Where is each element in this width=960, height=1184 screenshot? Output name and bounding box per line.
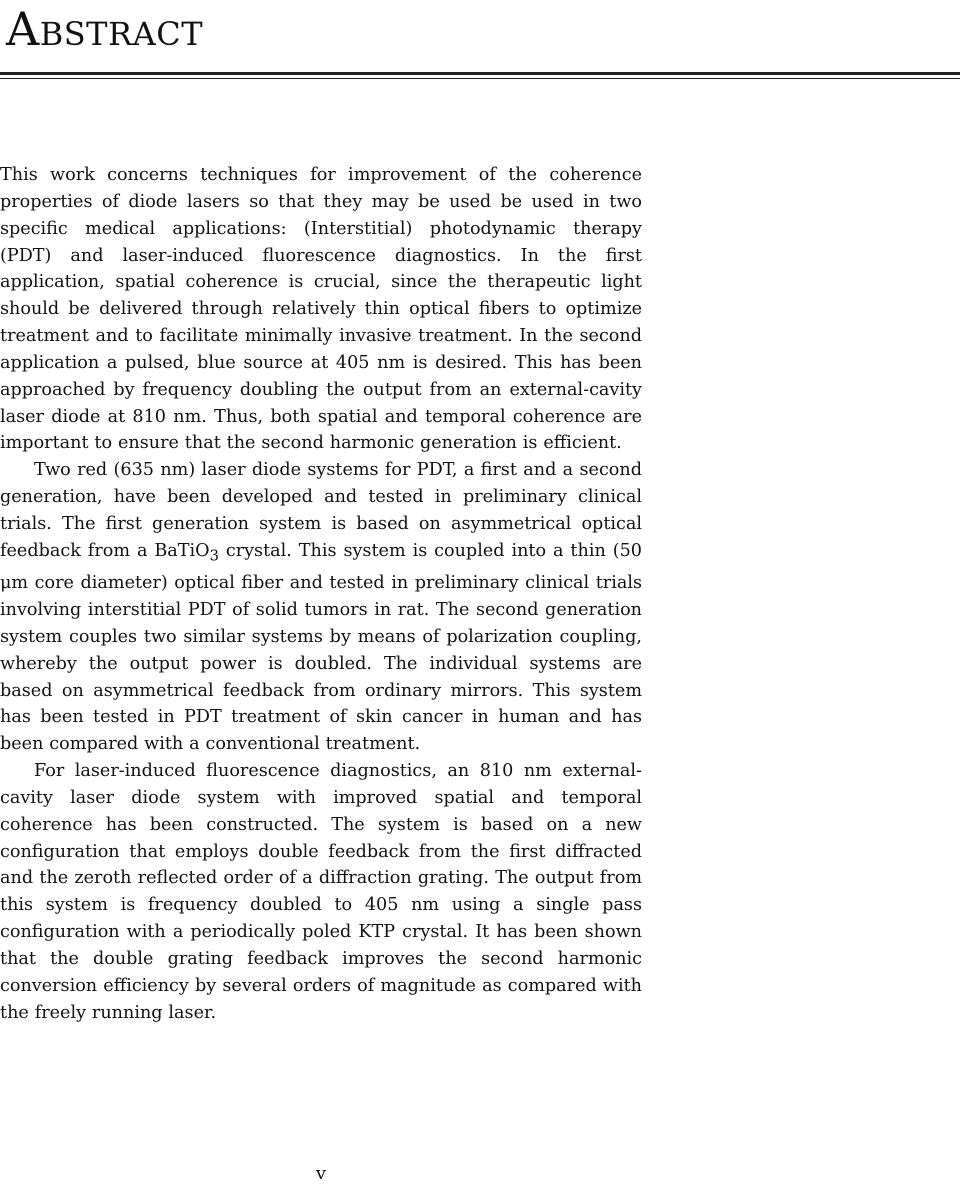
abstract-body (0, 162, 642, 1027)
abstract-paragraph-1 (0, 162, 642, 457)
paragraph-text: This work concerns techniques for improvement of the coherence properties of diode lasers so that they may be used be used in two specific medical applications: (Interstitial) photodynamic therapy (PDT) and laser-induced fluorescence diagnostics. In the first application, spatial coherence is crucial, since the therapeutic light should be delivered through relatively thin optical fibers to optimize treatment and to facilitate minimally invasive treatment. In the second application a pulsed, blue source at 405 nm is desired. This has been approached by frequency doubling the output from an external-cavity laser diode at 810 nm. Thus, both spatial and temporal coherence are important to ensure that the second harmonic generation is efficient. (0, 165, 642, 454)
page-number: v (315, 1163, 327, 1184)
paragraph-text: For laser-induced fluorescence diagnostics, an 810 nm external-cavity laser diode system with improved spatial and temporal coherence has been constructed. The system is based on a new configuration that employs double feedback from the first diffracted and the zeroth reflected order of a diffraction grating. The output from this system is frequency doubled to 405 nm using a single pass configuration with a periodically poled KTP crystal. It has been shown that the double grating feedback improves the second harmonic conversion efficiency by several orders of magnitude as compared with the freely running laser. (0, 761, 642, 1023)
page-title: Abstract (6, 2, 204, 56)
title-rule-thin (0, 78, 960, 79)
title-rule-thick (0, 72, 960, 75)
abstract-paragraph-3 (0, 758, 642, 1026)
paragraph-text: Two red (635 nm) laser diode systems for PDT, a first and a second generation, have been developed and tested in preliminary clinical trials. The first generation system is based on asymmetrical optical feedback from a BaTiO (0, 460, 642, 561)
chemical-subscript: 3 (209, 547, 219, 565)
abstract-paragraph-2 (0, 457, 642, 758)
paragraph-text-continued: crystal. This system is coupled into a thin (50 μm core diameter) optical fiber and tested in preliminary clinical trials involving interstitial PDT of solid tumors in rat. The second generation system couples two similar systems by means of polarization coupling, whereby the output power is doubled. The individual systems are based on asymmetrical feedback from ordinary mirrors. This system has been tested in PDT treatment of skin cancer in human and has been compared with a conventional treatment. (0, 540, 642, 755)
title-rule (0, 72, 960, 79)
